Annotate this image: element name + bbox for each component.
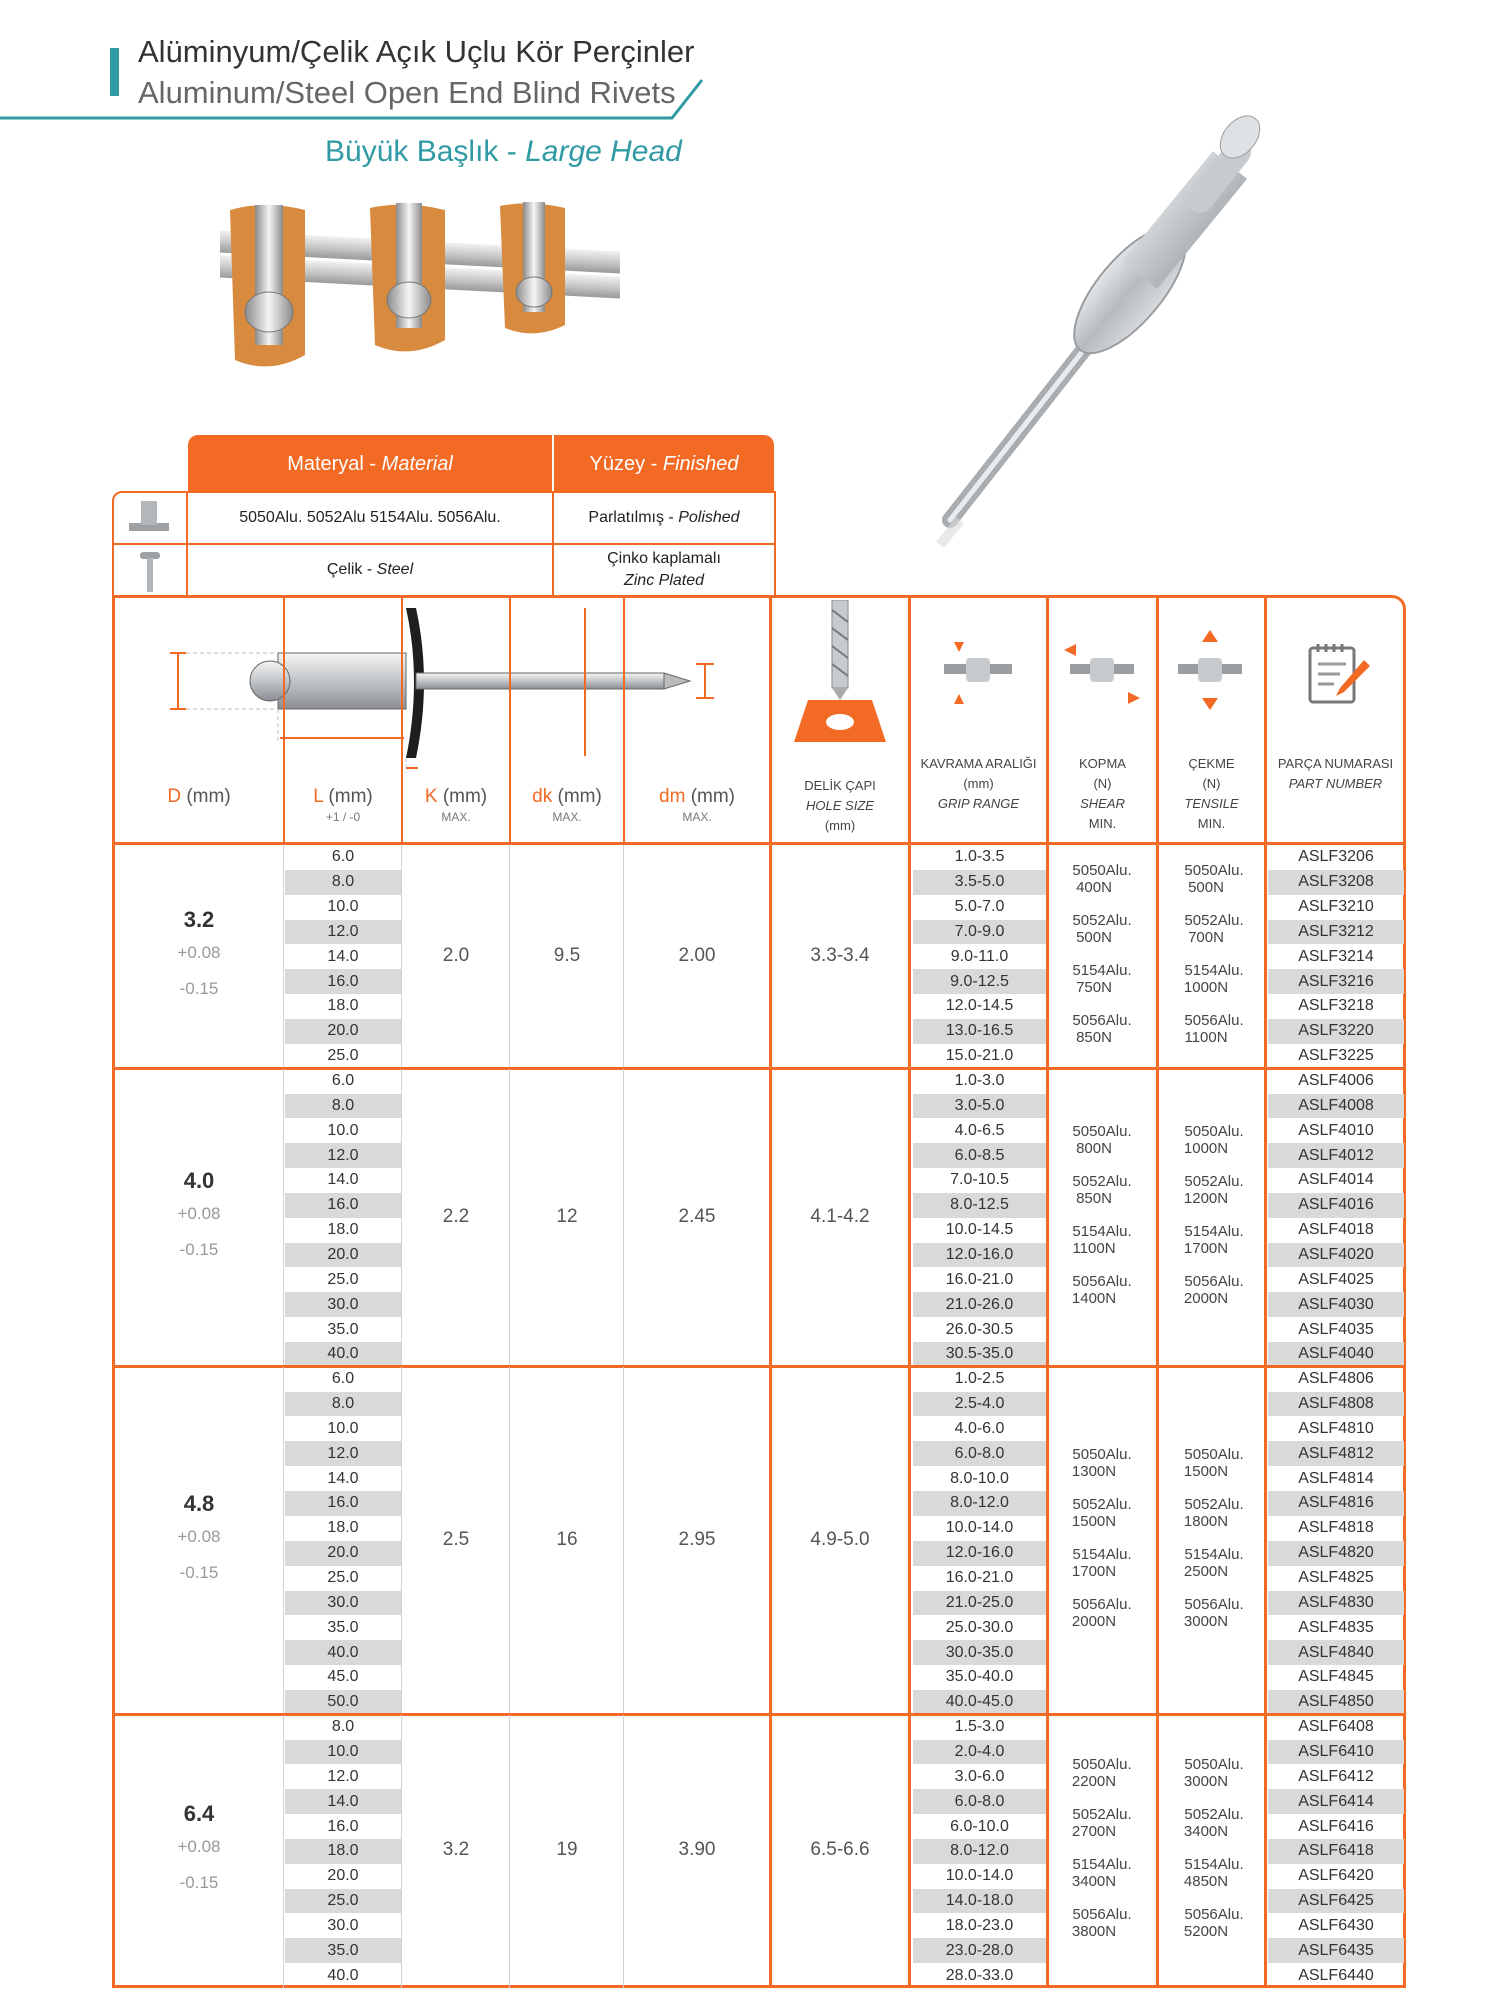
length-cell: 35.0 — [327, 1320, 359, 1338]
tensile-value: 500N — [1188, 878, 1224, 896]
grip-range-cell: 3.0-6.0 — [954, 1767, 1005, 1785]
shear-value: 1100N — [1072, 1239, 1116, 1257]
col-hole-label: DELİK ÇAPI HOLE SIZE (mm) — [804, 778, 876, 834]
length-cell: 16.0 — [285, 969, 401, 994]
col-k-max: MAX. — [441, 810, 471, 824]
grip-range-cell: 1.5-3.0 — [954, 1718, 1005, 1736]
tensile-alloy: 5154Alu. — [1184, 961, 1244, 979]
col-k-label: K (mm) — [424, 786, 488, 807]
diameter-tol-plus: +0.08 — [177, 1203, 221, 1223]
grip-range-cell: 7.0-9.0 — [913, 920, 1046, 945]
shear-alloy: 5050Alu. — [1072, 1756, 1132, 1774]
part-number-cell: ASLF4814 — [1298, 1469, 1374, 1487]
shear-value: 1700N — [1071, 1562, 1117, 1580]
length-cell: 10.0 — [327, 898, 359, 916]
length-cell: 18.0 — [327, 1221, 359, 1239]
tensile-value: 3400N — [1183, 1823, 1229, 1841]
grip-range-cell: 25.0-30.0 — [945, 1618, 1014, 1636]
tensile-alloy: 5154Alu. — [1184, 1856, 1244, 1874]
dk-value: 12 — [556, 1205, 578, 1227]
tensile-alloy: 5050Alu. — [1184, 861, 1244, 879]
grip-range-cell: 10.0-14.5 — [945, 1221, 1014, 1239]
diameter-value: 6.4 — [183, 1801, 215, 1827]
grip-range-cell: 30.0-35.0 — [913, 1640, 1046, 1665]
shear-alloy: 5056Alu. — [1072, 1272, 1132, 1290]
dk-value: 9.5 — [553, 944, 581, 966]
length-cell: 14.0 — [285, 1789, 401, 1814]
grip-range-cell: 16.0-21.0 — [945, 1270, 1014, 1288]
grip-range-cell: 10.0-14.0 — [945, 1867, 1014, 1885]
finish-polished: Parlatılmış - Polished — [554, 493, 774, 543]
k-value: 2.0 — [442, 944, 470, 966]
grip-range-cell: 3.0-5.0 — [913, 1094, 1046, 1119]
shear-value: 1500N — [1071, 1512, 1117, 1530]
part-number-cell: ASLF4035 — [1298, 1320, 1374, 1338]
col-dm-label: dm (mm) — [659, 786, 735, 807]
grip-range-cell: 40.0-45.0 — [913, 1690, 1046, 1715]
length-cell: 12.0 — [285, 1143, 401, 1168]
grip-range-cell: 18.0-23.0 — [945, 1916, 1014, 1934]
tensile-value: 2500N — [1183, 1562, 1229, 1580]
dm-value: 2.95 — [678, 1528, 716, 1550]
shear-value: 500N — [1076, 928, 1112, 946]
length-cell: 10.0 — [327, 1121, 359, 1139]
length-cell: 40.0 — [285, 1640, 401, 1665]
shear-value: 750N — [1076, 978, 1112, 996]
diameter-tol-plus: +0.08 — [177, 942, 221, 962]
col-divider — [283, 1367, 284, 1715]
part-number-cell: ASLF4020 — [1268, 1243, 1404, 1268]
part-number-cell: ASLF3220 — [1268, 1019, 1404, 1044]
tensile-alloy: 5154Alu. — [1184, 1545, 1244, 1563]
tensile-value: 1000N — [1183, 978, 1229, 996]
rivet-dimension-drawing — [160, 608, 760, 788]
tensile-value: 1000N — [1183, 1139, 1229, 1157]
col-divider — [283, 845, 284, 1069]
length-cell: 6.0 — [331, 1072, 355, 1090]
col-divider — [509, 1715, 510, 1988]
tensile-value: 1100N — [1184, 1028, 1228, 1046]
rivet-body-icon — [125, 499, 173, 535]
col-part-number-label: PARÇA NUMARASI PART NUMBER — [1277, 756, 1394, 792]
grip-range-cell: 15.0-21.0 — [945, 1047, 1014, 1065]
shear-value: 850N — [1076, 1189, 1112, 1207]
shear-alloy: 5154Alu. — [1072, 1545, 1132, 1563]
part-number-cell: ASLF6425 — [1268, 1889, 1404, 1914]
col-divider — [509, 845, 510, 1069]
length-cell: 6.0 — [331, 1370, 355, 1388]
col-l-tolerance: +1 / -0 — [325, 810, 361, 824]
shear-force-icon — [1062, 640, 1142, 710]
grip-range-cell: 8.0-12.5 — [913, 1193, 1046, 1218]
grip-range-cell: 9.0-11.0 — [950, 947, 1009, 965]
grip-range-cell: 5.0-7.0 — [954, 898, 1005, 916]
k-value: 3.2 — [442, 1839, 470, 1861]
length-cell: 40.0 — [327, 1966, 359, 1984]
tensile-value: 3000N — [1183, 1773, 1229, 1791]
diameter-value: 4.0 — [183, 1167, 215, 1193]
part-number-cell: ASLF4808 — [1268, 1392, 1404, 1417]
tensile-value: 2000N — [1183, 1289, 1229, 1307]
part-number-cell: ASLF3208 — [1268, 870, 1404, 895]
length-cell: 30.0 — [327, 1916, 359, 1934]
grip-range-cell: 2.5-4.0 — [913, 1392, 1046, 1417]
shear-value: 2200N — [1071, 1773, 1117, 1791]
page-title-tr: Alüminyum/Çelik Açık Uçlu Kör Perçinler — [138, 34, 695, 69]
grip-range-cell: 7.0-10.5 — [950, 1171, 1009, 1189]
length-cell: 18.0 — [327, 1519, 359, 1537]
length-cell: 6.0 — [331, 848, 355, 866]
part-number-cell: ASLF4840 — [1268, 1640, 1404, 1665]
grip-range-cell: 9.0-12.5 — [913, 969, 1046, 994]
shear-value: 2000N — [1071, 1612, 1117, 1630]
tensile-value: 700N — [1188, 928, 1224, 946]
length-cell: 16.0 — [285, 1193, 401, 1218]
shear-alloy: 5052Alu. — [1072, 1495, 1132, 1513]
dk-value: 16 — [556, 1528, 578, 1550]
part-number-cell: ASLF3218 — [1298, 997, 1374, 1015]
col-divider — [1264, 597, 1267, 1988]
shear-alloy: 5056Alu. — [1072, 1011, 1132, 1029]
col-divider — [401, 1069, 402, 1367]
diameter-value: 4.8 — [183, 1490, 215, 1516]
part-number-cell: ASLF3225 — [1298, 1047, 1374, 1065]
part-number-cell: ASLF6430 — [1298, 1916, 1374, 1934]
length-cell: 30.0 — [285, 1292, 401, 1317]
grip-range-cell: 12.0-16.0 — [913, 1243, 1046, 1268]
grip-range-cell: 3.5-5.0 — [913, 870, 1046, 895]
rivet-product-image — [900, 105, 1370, 585]
length-cell: 14.0 — [327, 947, 359, 965]
col-dk-max: MAX. — [552, 810, 582, 824]
tensile-alloy: 5056Alu. — [1184, 1595, 1244, 1613]
dk-value: 19 — [556, 1839, 578, 1861]
length-cell: 8.0 — [331, 1718, 355, 1736]
part-number-cell: ASLF4830 — [1268, 1591, 1404, 1616]
grip-range-cell: 6.0-8.0 — [913, 1441, 1046, 1466]
grip-range-cell: 2.0-4.0 — [913, 1740, 1046, 1765]
grip-range-cell: 6.0-8.0 — [913, 1789, 1046, 1814]
length-cell: 18.0 — [327, 997, 359, 1015]
shear-alloy: 5052Alu. — [1072, 911, 1132, 929]
length-cell: 12.0 — [327, 1767, 359, 1785]
col-divider — [623, 1367, 624, 1715]
length-cell: 35.0 — [285, 1938, 401, 1963]
material-header: Materyal - Material — [188, 435, 552, 493]
part-number-cell: ASLF3214 — [1298, 947, 1374, 965]
hole-size-value: 6.5-6.6 — [810, 1839, 870, 1861]
tensile-force-icon — [1172, 630, 1248, 710]
grip-range-cell: 21.0-26.0 — [913, 1292, 1046, 1317]
col-d-label: D (mm) — [167, 786, 231, 807]
part-number-cell: ASLF4806 — [1298, 1370, 1374, 1388]
finish-zinc-plated: Çinko kaplamalı Zinc Plated — [554, 545, 774, 595]
part-number-cell: ASLF4820 — [1268, 1541, 1404, 1566]
shear-alloy: 5154Alu. — [1072, 1222, 1132, 1240]
col-divider — [401, 1715, 402, 1988]
length-cell: 30.0 — [285, 1591, 401, 1616]
shear-value: 400N — [1076, 878, 1112, 896]
shear-alloy: 5056Alu. — [1072, 1906, 1132, 1924]
part-number-cell: ASLF4845 — [1298, 1668, 1374, 1686]
part-number-cell: ASLF4810 — [1298, 1419, 1374, 1437]
part-number-cell: ASLF4816 — [1268, 1491, 1404, 1516]
dm-value: 2.00 — [678, 944, 716, 966]
length-cell: 45.0 — [327, 1668, 359, 1686]
shear-value: 1300N — [1071, 1462, 1117, 1480]
grip-range-cell: 16.0-21.0 — [945, 1569, 1014, 1587]
grip-range-cell: 1.0-3.5 — [954, 848, 1005, 866]
length-cell: 20.0 — [327, 1867, 359, 1885]
notepad-icon — [1306, 640, 1372, 706]
diameter-tol-minus: -0.15 — [179, 1562, 219, 1582]
grip-range-cell: 6.0-10.0 — [950, 1817, 1009, 1835]
part-number-cell: ASLF4025 — [1298, 1270, 1374, 1288]
grip-range-cell: 28.0-33.0 — [945, 1966, 1014, 1984]
part-number-cell: ASLF6418 — [1268, 1839, 1404, 1864]
length-cell: 16.0 — [327, 1817, 359, 1835]
diameter-tol-minus: -0.15 — [179, 1239, 219, 1259]
grip-range-cell: 26.0-30.5 — [945, 1320, 1014, 1338]
tensile-value: 1800N — [1183, 1512, 1229, 1530]
drill-hole-icon — [790, 600, 890, 750]
tensile-alloy: 5050Alu. — [1184, 1756, 1244, 1774]
shear-alloy: 5050Alu. — [1072, 1445, 1132, 1463]
grip-range-cell: 21.0-25.0 — [913, 1591, 1046, 1616]
material-steel: Çelik - Steel — [188, 545, 552, 595]
part-number-cell: ASLF3212 — [1268, 920, 1404, 945]
shear-value: 3800N — [1071, 1923, 1117, 1941]
col-divider — [623, 845, 624, 1069]
tensile-alloy: 5050Alu. — [1184, 1122, 1244, 1140]
grip-range-cell: 6.0-8.5 — [913, 1143, 1046, 1168]
part-number-cell: ASLF6416 — [1298, 1817, 1374, 1835]
length-cell: 40.0 — [285, 1342, 401, 1367]
part-number-cell: ASLF4012 — [1268, 1143, 1404, 1168]
hole-size-value: 3.3-3.4 — [810, 944, 870, 966]
dm-value: 3.90 — [678, 1839, 716, 1861]
tensile-value: 1200N — [1183, 1189, 1229, 1207]
shear-alloy: 5050Alu. — [1072, 861, 1132, 879]
part-number-cell: ASLF4010 — [1298, 1121, 1374, 1139]
length-cell: 8.0 — [285, 1094, 401, 1119]
grip-range-cell: 13.0-16.5 — [913, 1019, 1046, 1044]
part-number-cell: ASLF4812 — [1268, 1441, 1404, 1466]
length-cell: 35.0 — [327, 1618, 359, 1636]
length-cell: 12.0 — [285, 920, 401, 945]
tensile-alloy: 5052Alu. — [1184, 1806, 1244, 1824]
finish-header: Yüzey - Finished — [554, 435, 774, 493]
part-number-cell: ASLF4818 — [1298, 1519, 1374, 1537]
tensile-alloy: 5056Alu. — [1184, 1906, 1244, 1924]
grip-range-icon — [940, 640, 1016, 710]
diameter-tol-plus: +0.08 — [177, 1526, 221, 1546]
shear-alloy: 5154Alu. — [1072, 961, 1132, 979]
part-number-cell: ASLF6440 — [1298, 1966, 1374, 1984]
grip-range-cell: 14.0-18.0 — [913, 1889, 1046, 1914]
tensile-alloy: 5050Alu. — [1184, 1445, 1244, 1463]
part-number-cell: ASLF4040 — [1268, 1342, 1404, 1367]
part-number-cell: ASLF4835 — [1298, 1618, 1374, 1636]
diameter-value: 3.2 — [183, 906, 215, 932]
hole-size-value: 4.1-4.2 — [810, 1205, 870, 1227]
part-number-cell: ASLF4014 — [1298, 1171, 1374, 1189]
tensile-alloy: 5052Alu. — [1184, 1495, 1244, 1513]
length-cell: 8.0 — [285, 1392, 401, 1417]
grip-range-cell: 10.0-14.0 — [945, 1519, 1014, 1537]
col-divider — [401, 1367, 402, 1715]
part-number-cell: ASLF4850 — [1268, 1690, 1404, 1715]
part-number-cell: ASLF4030 — [1268, 1292, 1404, 1317]
grip-range-cell: 4.0-6.5 — [954, 1121, 1005, 1139]
grip-range-cell: 8.0-10.0 — [950, 1469, 1009, 1487]
col-divider — [509, 1069, 510, 1367]
col-dm-max: MAX. — [682, 810, 712, 824]
grip-range-cell: 35.0-40.0 — [945, 1668, 1014, 1686]
part-number-cell: ASLF4016 — [1268, 1193, 1404, 1218]
grip-range-cell: 23.0-28.0 — [913, 1938, 1046, 1963]
tensile-value: 1700N — [1183, 1239, 1229, 1257]
length-cell: 50.0 — [285, 1690, 401, 1715]
shear-alloy: 5052Alu. — [1072, 1806, 1132, 1824]
grip-range-cell: 12.0-14.5 — [945, 997, 1014, 1015]
part-number-cell: ASLF3216 — [1268, 969, 1404, 994]
subtitle: Büyük Başlık - Large Head — [325, 135, 682, 168]
part-number-cell: ASLF6435 — [1268, 1938, 1404, 1963]
length-cell: 12.0 — [285, 1441, 401, 1466]
k-value: 2.5 — [442, 1528, 470, 1550]
material-aluminium: 5050Alu. 5052Alu 5154Alu. 5056Alu. — [188, 493, 552, 543]
col-divider — [283, 1069, 284, 1367]
part-number-cell: ASLF6410 — [1268, 1740, 1404, 1765]
col-divider — [623, 1715, 624, 1988]
tensile-value: 3000N — [1183, 1612, 1229, 1630]
col-divider — [623, 1069, 624, 1367]
col-l-label: L (mm) — [313, 786, 373, 807]
shear-alloy: 5050Alu. — [1072, 1122, 1132, 1140]
diameter-tol-minus: -0.15 — [179, 978, 219, 998]
hole-size-value: 4.9-5.0 — [810, 1528, 870, 1550]
length-cell: 20.0 — [285, 1243, 401, 1268]
k-value: 2.2 — [442, 1205, 470, 1227]
length-cell: 20.0 — [285, 1019, 401, 1044]
shear-alloy: 5154Alu. — [1072, 1856, 1132, 1874]
shear-alloy: 5052Alu. — [1072, 1172, 1132, 1190]
tensile-alloy: 5154Alu. — [1184, 1222, 1244, 1240]
part-number-cell: ASLF6408 — [1298, 1718, 1374, 1736]
length-cell: 25.0 — [327, 1270, 359, 1288]
grip-range-cell: 30.5-35.0 — [913, 1342, 1046, 1367]
length-cell: 25.0 — [327, 1569, 359, 1587]
length-cell: 10.0 — [327, 1419, 359, 1437]
length-cell: 16.0 — [285, 1491, 401, 1516]
grip-range-cell: 4.0-6.0 — [954, 1419, 1005, 1437]
shear-alloy: 5056Alu. — [1072, 1595, 1132, 1613]
col-divider — [283, 1715, 284, 1988]
part-number-cell: ASLF4825 — [1298, 1569, 1374, 1587]
col-grip-label: KAVRAMA ARALIĞI (mm) GRIP RANGE — [920, 756, 1037, 812]
part-number-cell: ASLF4006 — [1298, 1072, 1374, 1090]
length-cell: 10.0 — [285, 1740, 401, 1765]
tensile-value: 5200N — [1183, 1923, 1229, 1941]
length-cell: 14.0 — [327, 1469, 359, 1487]
col-tensile-label: ÇEKME (N) TENSILE MIN. — [1184, 756, 1239, 832]
grip-range-cell: 12.0-16.0 — [913, 1541, 1046, 1566]
length-cell: 14.0 — [327, 1171, 359, 1189]
part-number-cell: ASLF6414 — [1268, 1789, 1404, 1814]
shear-value: 3400N — [1071, 1873, 1117, 1891]
shear-value: 1400N — [1071, 1289, 1117, 1307]
page-title-en: Aluminum/Steel Open End Blind Rivets — [138, 75, 676, 110]
part-number-cell: ASLF3206 — [1298, 848, 1374, 866]
col-dk-label: dk (mm) — [532, 786, 602, 807]
header-underline — [0, 0, 720, 130]
tensile-alloy: 5052Alu. — [1184, 1172, 1244, 1190]
length-cell: 8.0 — [285, 870, 401, 895]
length-cell: 25.0 — [327, 1047, 359, 1065]
grip-range-cell: 8.0-12.0 — [913, 1491, 1046, 1516]
tensile-alloy: 5056Alu. — [1184, 1272, 1244, 1290]
part-number-cell: ASLF6412 — [1298, 1767, 1374, 1785]
length-cell: 20.0 — [285, 1541, 401, 1566]
diameter-tol-minus: -0.15 — [179, 1873, 219, 1893]
part-number-cell: ASLF6420 — [1298, 1867, 1374, 1885]
tensile-alloy: 5052Alu. — [1184, 911, 1244, 929]
col-divider — [401, 845, 402, 1069]
tensile-value: 4850N — [1183, 1873, 1229, 1891]
shear-value: 850N — [1076, 1028, 1112, 1046]
shear-value: 2700N — [1071, 1823, 1117, 1841]
dm-value: 2.45 — [678, 1205, 716, 1227]
mandrel-icon — [137, 550, 163, 594]
grip-range-cell: 1.0-3.0 — [954, 1072, 1005, 1090]
diameter-tol-plus: +0.08 — [177, 1837, 221, 1857]
length-cell: 18.0 — [285, 1839, 401, 1864]
rivet-cutaway-illustration — [210, 200, 630, 390]
col-shear-label: KOPMA (N) SHEAR MIN. — [1079, 756, 1126, 832]
part-number-cell: ASLF4018 — [1298, 1221, 1374, 1239]
part-number-cell: ASLF3210 — [1298, 898, 1374, 916]
length-cell: 25.0 — [285, 1889, 401, 1914]
tensile-alloy: 5056Alu. — [1184, 1011, 1244, 1029]
grip-range-cell: 1.0-2.5 — [954, 1370, 1005, 1388]
col-divider — [509, 1367, 510, 1715]
grip-range-cell: 8.0-12.0 — [913, 1839, 1046, 1864]
shear-value: 800N — [1076, 1139, 1112, 1157]
part-number-cell: ASLF4008 — [1268, 1094, 1404, 1119]
tensile-value: 1500N — [1183, 1462, 1229, 1480]
